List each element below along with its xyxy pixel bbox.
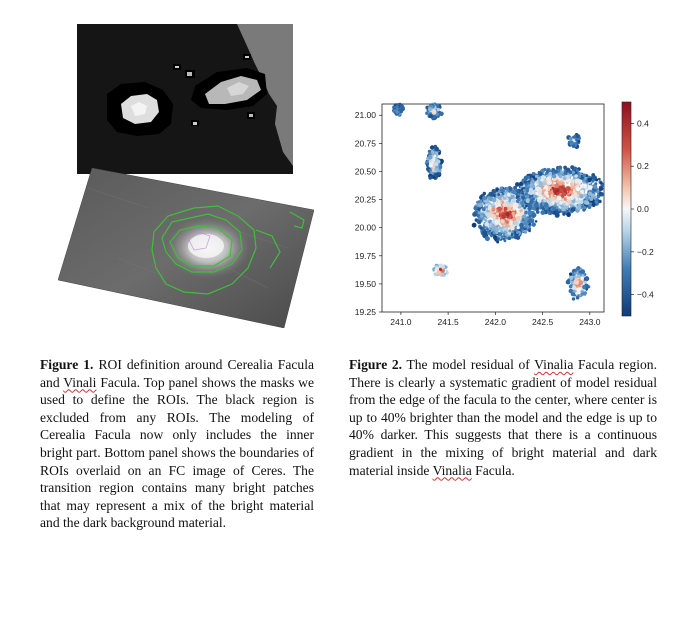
residual-pixel [524, 211, 527, 214]
residual-pixel [546, 195, 549, 198]
figure-1-caption-text [40, 357, 314, 530]
residual-pixel [486, 228, 489, 231]
colorbar-tick-label: 0.4 [637, 118, 649, 129]
figure-1-caption-part-2: Facula. Top panel shows the masks we used to define the ROIs. The black region is excluded from any ROIs. The modeling of Cerealia Facula now only includes the inner bright part. Bottom panel shows the boundaries of ROIs overlaid on an FC image of Ceres. The transition region contains many bright patches that may represent a mix of the bright material and the dark background material. [40, 374, 315, 531]
residual-pixel [571, 292, 575, 296]
residual-pixel [576, 267, 579, 270]
residual-pixel [478, 220, 481, 223]
residual-pixel [581, 293, 584, 296]
residual-pixel [530, 183, 534, 187]
residual-pixel [473, 213, 477, 217]
residual-pixel [561, 171, 564, 174]
residual-pixel [514, 203, 519, 208]
residual-pixel [587, 178, 591, 182]
residual-pixel [566, 186, 571, 191]
residual-pixel [509, 187, 513, 191]
residual-pixel [402, 106, 405, 109]
y-tick-label: 20.00 [354, 222, 376, 233]
residual-pixel [508, 237, 511, 240]
residual-pixel [598, 178, 601, 181]
residual-pixel [532, 213, 537, 218]
residual-pixel [589, 197, 593, 201]
y-tick-label: 20.50 [354, 166, 376, 177]
residual-pixel [395, 110, 398, 113]
residual-pixel [586, 286, 589, 289]
figure-1-caption-part-0: ROI definition around Cerealia Facula and [40, 357, 314, 390]
residual-pixel [482, 207, 486, 211]
residual-pixel [600, 181, 603, 184]
residual-pixel [576, 287, 580, 291]
residual-pixel [526, 195, 529, 198]
residual-pixel [572, 145, 575, 148]
residual-pixel [400, 110, 403, 113]
residual-pixel [509, 229, 512, 232]
y-tick-label: 20.25 [354, 194, 376, 205]
roi-mask-panel [77, 24, 293, 174]
residual-pixel [566, 168, 571, 173]
residual-pixel [497, 193, 500, 196]
residual-pixel [499, 227, 502, 230]
residual-pixel [429, 114, 433, 118]
residual-pixel [593, 185, 597, 189]
residual-pixel [567, 193, 570, 196]
residual-pixel [496, 212, 499, 215]
residual-pixel [486, 213, 491, 218]
residual-pixel [551, 197, 555, 201]
residual-pixel [532, 222, 536, 226]
residual-pixel [569, 276, 573, 280]
residual-pixel [434, 173, 437, 176]
residual-pixel [598, 200, 602, 204]
residual-pixel [575, 278, 579, 282]
residual-pixel [579, 200, 583, 204]
residual-pixel [525, 205, 528, 208]
residual-pixel [498, 190, 501, 193]
colorbar-tick-label: 0.0 [637, 204, 649, 214]
residual-pixel [495, 231, 498, 234]
residual-pixel [497, 207, 502, 212]
residual-pixel [509, 222, 512, 225]
residual-pixel [570, 183, 574, 187]
residual-pixel [566, 212, 571, 217]
residual-pixel [433, 155, 436, 158]
residual-pixel [544, 191, 548, 195]
residual-pixel [517, 226, 520, 229]
residual-pixel [577, 275, 581, 279]
residual-pixel [437, 160, 441, 164]
residual-pixel [484, 222, 489, 227]
residual-pixel [498, 196, 502, 200]
residual-pixel [579, 281, 583, 285]
residual-pixel [500, 201, 503, 204]
residual-pixel [591, 175, 596, 180]
residual-pixel [550, 203, 553, 206]
x-tick-label: 241.5 [437, 317, 459, 327]
residual-heatmap [330, 98, 670, 338]
colorbar-tick-label: 0.2 [637, 161, 649, 172]
residual-pixel [433, 176, 436, 179]
residual-pixel [432, 109, 437, 114]
residual-pixel [571, 207, 576, 212]
residual-pixel [561, 206, 566, 211]
colorbar [622, 102, 631, 316]
residual-pixel [529, 200, 533, 204]
residual-pixel [538, 171, 541, 174]
residual-pixel [588, 185, 593, 190]
figure-2-caption-part-2: Facula region. There is clearly a systematic gradient of model residual from the edge of the facula to the center, where center is up to 40% brighter than the model and the edge is up to 40% darker. This suggests that there is a continuous gradient in the mixing of bright material and dark material inside [349, 357, 657, 478]
residual-pixel [552, 207, 556, 211]
residual-pixel [533, 207, 536, 210]
residual-pixel [532, 198, 535, 201]
residual-pixel [527, 176, 530, 179]
residual-pixel [528, 230, 531, 233]
residual-pixel [501, 189, 505, 193]
residual-pixel [599, 186, 604, 191]
residual-pixel [563, 177, 567, 181]
residual-pixel [495, 219, 500, 224]
residual-pixel [572, 171, 575, 174]
residual-pixel [529, 188, 534, 193]
residual-pixel [538, 190, 542, 194]
residual-pixel [475, 218, 478, 221]
residual-pixel [569, 285, 573, 289]
residual-pixel [428, 107, 432, 111]
x-tick-label: 241.0 [390, 317, 412, 327]
residual-pixel [578, 175, 581, 178]
residual-pixel [535, 220, 538, 223]
residual-pixel [473, 206, 477, 210]
residual-pixel [482, 196, 486, 200]
residual-pixel [572, 297, 575, 300]
residual-pixel [503, 233, 506, 236]
figure-2-caption-part-1: Vinalia [534, 357, 574, 372]
figure-2-caption-part-0: The model residual of [402, 357, 535, 372]
figure-2-caption [349, 356, 657, 479]
fc-image-panel [58, 168, 314, 328]
residual-pixel [510, 226, 515, 231]
residual-pixel [562, 212, 565, 215]
residual-pixel [439, 172, 442, 175]
residual-pixel [425, 112, 428, 115]
residual-pixel [584, 200, 588, 204]
residual-pixel [528, 204, 532, 208]
residual-pixel [543, 199, 546, 202]
residual-pixel [550, 210, 553, 213]
residual-pixel [580, 276, 584, 280]
residual-pixel [435, 147, 439, 151]
y-tick-label: 19.50 [354, 278, 376, 289]
residual-pixel [536, 210, 540, 214]
residual-pixel [516, 189, 519, 192]
residual-pixel [517, 198, 521, 202]
residual-pixel [504, 239, 507, 242]
residual-pixel [428, 155, 433, 160]
residual-pixel [567, 179, 570, 182]
residual-pixel [504, 207, 508, 211]
residual-pixel [578, 179, 582, 183]
residual-pixel [504, 194, 507, 197]
residual-pixel [521, 212, 524, 215]
residual-pixel [483, 192, 486, 195]
residual-pixel [583, 194, 587, 198]
residual-pixel [524, 225, 527, 228]
residual-pixel [546, 176, 551, 181]
residual-pixel [428, 176, 432, 180]
residual-pixel [493, 217, 496, 220]
figure-1-caption-part-1: Vinali [63, 374, 97, 390]
figure-2-caption-part-4: Facula. [471, 462, 515, 478]
residual-pixel [584, 278, 587, 281]
residual-pixel [583, 281, 586, 284]
residual-pixel [519, 223, 524, 228]
residual-pixel [493, 232, 496, 235]
residual-pixel [575, 174, 578, 177]
residual-pixel [527, 220, 530, 223]
residual-pixel [570, 196, 574, 200]
figure-2-label: Figure 2. [349, 357, 403, 372]
residual-pixel [429, 163, 433, 167]
residual-pixel [512, 212, 515, 215]
residual-pixel [576, 296, 580, 300]
residual-pixel [576, 134, 580, 138]
residual-pixel [547, 198, 551, 202]
residual-pixel [439, 112, 444, 117]
residual-pixel [534, 195, 537, 198]
residual-pixel [577, 205, 582, 210]
residual-pixel [490, 235, 493, 238]
residual-pixel [599, 192, 603, 196]
residual-pixel [478, 217, 481, 220]
residual-pixel [574, 194, 577, 197]
residual-pixel [552, 174, 556, 178]
residual-pixel [571, 199, 575, 203]
residual-pixel [497, 237, 500, 240]
residual-pixel [514, 220, 518, 224]
residual-pixel [564, 197, 567, 200]
residual-pixel [566, 280, 571, 285]
residual-pixel [505, 224, 509, 228]
residual-pixel [569, 137, 573, 141]
residual-pixel [555, 183, 560, 188]
residual-pixel [510, 204, 513, 207]
residual-pixel [541, 207, 544, 210]
residual-pixel [576, 187, 580, 191]
residual-pixel [507, 193, 511, 197]
colorbar-tick-label: −0.4 [637, 289, 654, 300]
residual-pixel [496, 217, 499, 220]
x-tick-label: 242.5 [531, 317, 554, 327]
residual-pixel [494, 235, 497, 238]
residual-pixel [556, 192, 559, 195]
residual-pixel [569, 272, 573, 276]
residual-pixel [485, 236, 490, 241]
figure-2-caption-text [349, 357, 657, 478]
residual-pixel [523, 189, 526, 192]
residual-pixel [515, 182, 520, 187]
residual-pixel [437, 108, 440, 111]
residual-pixel [488, 207, 491, 210]
residual-pixel [539, 183, 543, 187]
residual-pixel [544, 203, 549, 208]
residual-pixel [496, 241, 499, 244]
residual-pixel [502, 214, 505, 217]
residual-pixel [570, 165, 574, 169]
residual-pixel [558, 208, 561, 211]
residual-pixel [570, 143, 573, 146]
residual-pixel [582, 285, 586, 289]
residual-pixel [516, 231, 519, 234]
residual-pixel [567, 200, 571, 204]
residual-pixel [478, 203, 483, 208]
residual-pixel [581, 186, 584, 189]
residual-pixel [588, 192, 592, 196]
residual-pixel [521, 192, 524, 195]
y-tick-label: 19.75 [354, 250, 376, 261]
residual-pixel [439, 273, 442, 276]
residual-pixel [516, 236, 520, 240]
residual-pixel [480, 214, 483, 217]
residual-pixel [500, 219, 504, 223]
residual-pixel [559, 175, 562, 178]
residual-pixel [555, 213, 560, 218]
residual-pixel [521, 196, 525, 200]
figure-1-caption [40, 356, 314, 532]
residual-pixel [576, 169, 579, 172]
residual-pixel [536, 208, 539, 211]
residual-pixel [558, 201, 561, 204]
y-axis-ticks [355, 110, 382, 317]
residual-pixel [528, 211, 533, 216]
x-tick-label: 242.0 [484, 317, 507, 327]
residual-pixel [571, 179, 574, 182]
y-tick-label: 20.75 [354, 138, 376, 149]
residual-pixel [396, 105, 399, 108]
x-axis-ticks [390, 312, 600, 327]
colorbar-tick-label: −0.2 [637, 246, 654, 257]
residual-pixel [431, 151, 434, 154]
residual-pixel [549, 172, 553, 176]
y-tick-label: 19.25 [354, 307, 376, 317]
residual-pixel [476, 201, 479, 204]
residual-pixel [540, 210, 545, 215]
residual-pixel [578, 140, 581, 143]
residual-pixel [480, 227, 483, 230]
residual-pixel [572, 273, 575, 276]
residual-pixel [524, 180, 527, 183]
residual-pixel [491, 208, 495, 212]
x-tick-label: 243.0 [579, 317, 601, 327]
residual-pixel [540, 197, 543, 200]
residual-pixel [472, 223, 477, 228]
residual-pixel [557, 196, 562, 201]
residual-pixel [492, 225, 496, 229]
colorbar-ticks [631, 118, 654, 299]
residual-pixel [560, 188, 564, 192]
residual-pixel [492, 203, 495, 206]
residual-pixel [516, 216, 521, 221]
residual-pixel [477, 214, 480, 217]
residual-pixel [482, 230, 487, 235]
residual-pixel [595, 178, 598, 181]
residual-pixel [583, 174, 587, 178]
residual-pixel [554, 170, 558, 174]
residual-pixel [429, 169, 432, 172]
residual-pixel [535, 175, 538, 178]
residual-pixel [592, 203, 596, 207]
residual-pixel [492, 198, 497, 203]
residual-pixel [583, 206, 586, 209]
residual-pixel [435, 267, 439, 271]
y-tick-label: 21.00 [354, 110, 376, 121]
residual-pixel [505, 237, 508, 240]
residual-pixel [512, 199, 516, 203]
residual-pixel [438, 152, 441, 155]
residual-pixel [520, 201, 525, 206]
residual-pixel [430, 145, 434, 149]
figure-2-caption-part-3: Vinalia [432, 462, 472, 478]
residual-pixel [441, 265, 445, 269]
figure-1-label: Figure 1. [40, 357, 94, 372]
residual-pixel [506, 212, 510, 216]
